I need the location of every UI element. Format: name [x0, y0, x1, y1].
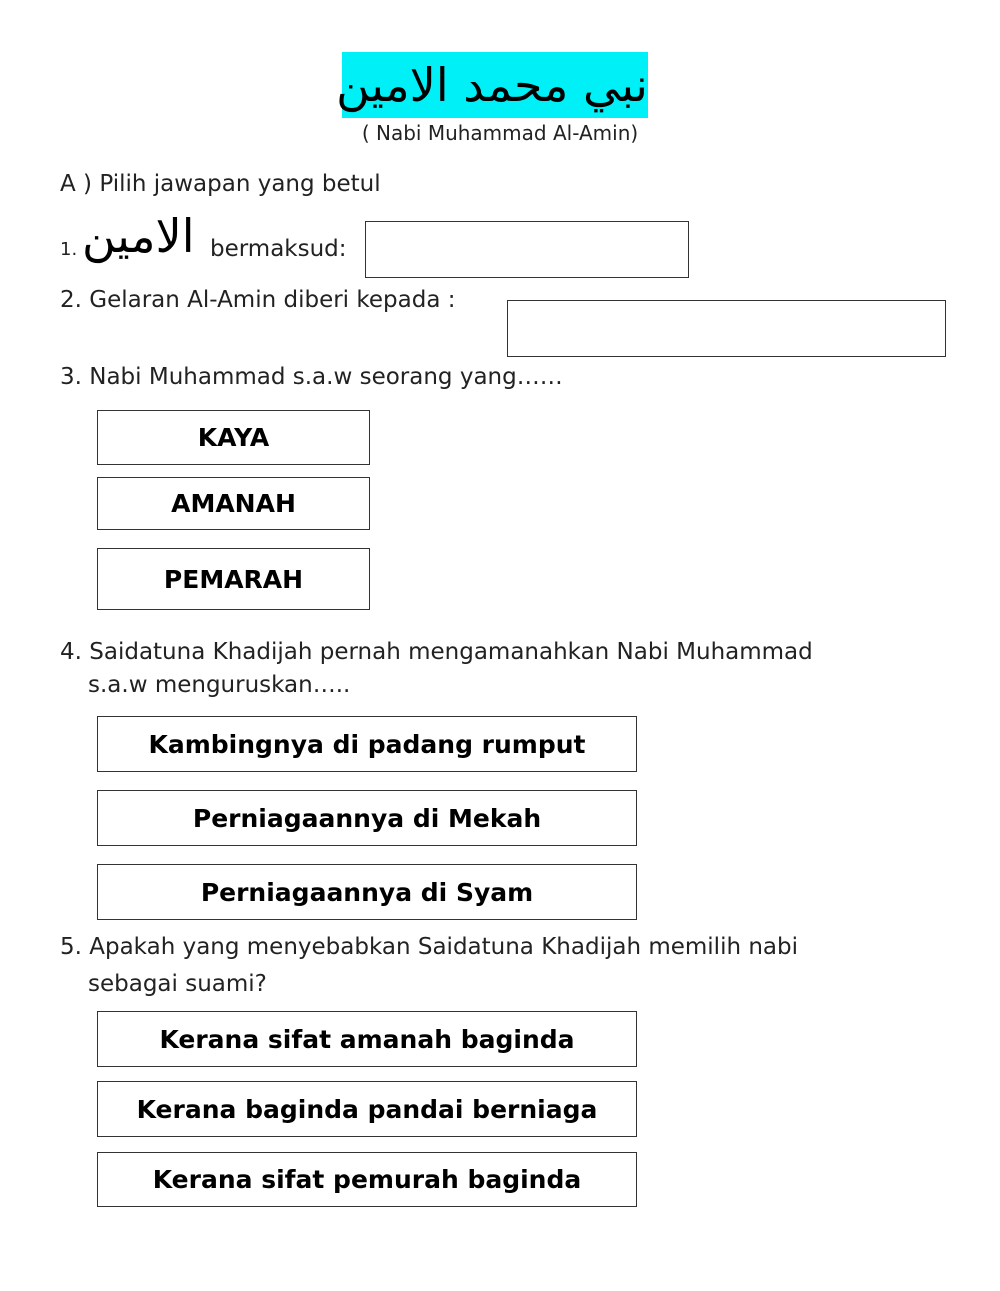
q5-option-amanah[interactable]: Kerana sifat amanah baginda [97, 1011, 637, 1067]
q1-text: bermaksud: [210, 236, 347, 262]
q2-text: 2. Gelaran Al-Amin diberi kepada : [60, 287, 456, 313]
q1-answer-field[interactable] [365, 221, 689, 278]
q5-text-line1: 5. Apakah yang menyebabkan Saidatuna Khadijah memilih nabi [60, 934, 799, 960]
q3-option-kaya[interactable]: KAYA [97, 410, 370, 465]
q5-option-berniaga[interactable]: Kerana baginda pandai berniaga [97, 1081, 637, 1137]
q4-text-line1: 4. Saidatuna Khadijah pernah mengamanahkan Nabi Muhammad [60, 639, 813, 665]
q4-option-kambing[interactable]: Kambingnya di padang rumput [97, 716, 637, 772]
q1-arabic-word: الامين [82, 209, 195, 263]
q5-text-line2: sebagai suami? [88, 971, 267, 997]
q4-text-line2: s.a.w menguruskan….. [88, 672, 351, 698]
page-subtitle: ( Nabi Muhammad Al-Amin) [361, 121, 639, 145]
q3-text: 3. Nabi Muhammad s.a.w seorang yang…… [60, 364, 563, 390]
q3-option-pemarah[interactable]: PEMARAH [97, 548, 370, 610]
q3-option-amanah[interactable]: AMANAH [97, 477, 370, 530]
section-instruction: A ) Pilih jawapan yang betul [60, 171, 381, 197]
q1-number: 1. [60, 239, 78, 260]
q4-option-syam[interactable]: Perniagaannya di Syam [97, 864, 637, 920]
page-title-arabic: نبي محمد الامين [342, 52, 648, 118]
q4-option-mekah[interactable]: Perniagaannya di Mekah [97, 790, 637, 846]
q2-answer-field[interactable] [507, 300, 946, 357]
q5-option-pemurah[interactable]: Kerana sifat pemurah baginda [97, 1152, 637, 1207]
